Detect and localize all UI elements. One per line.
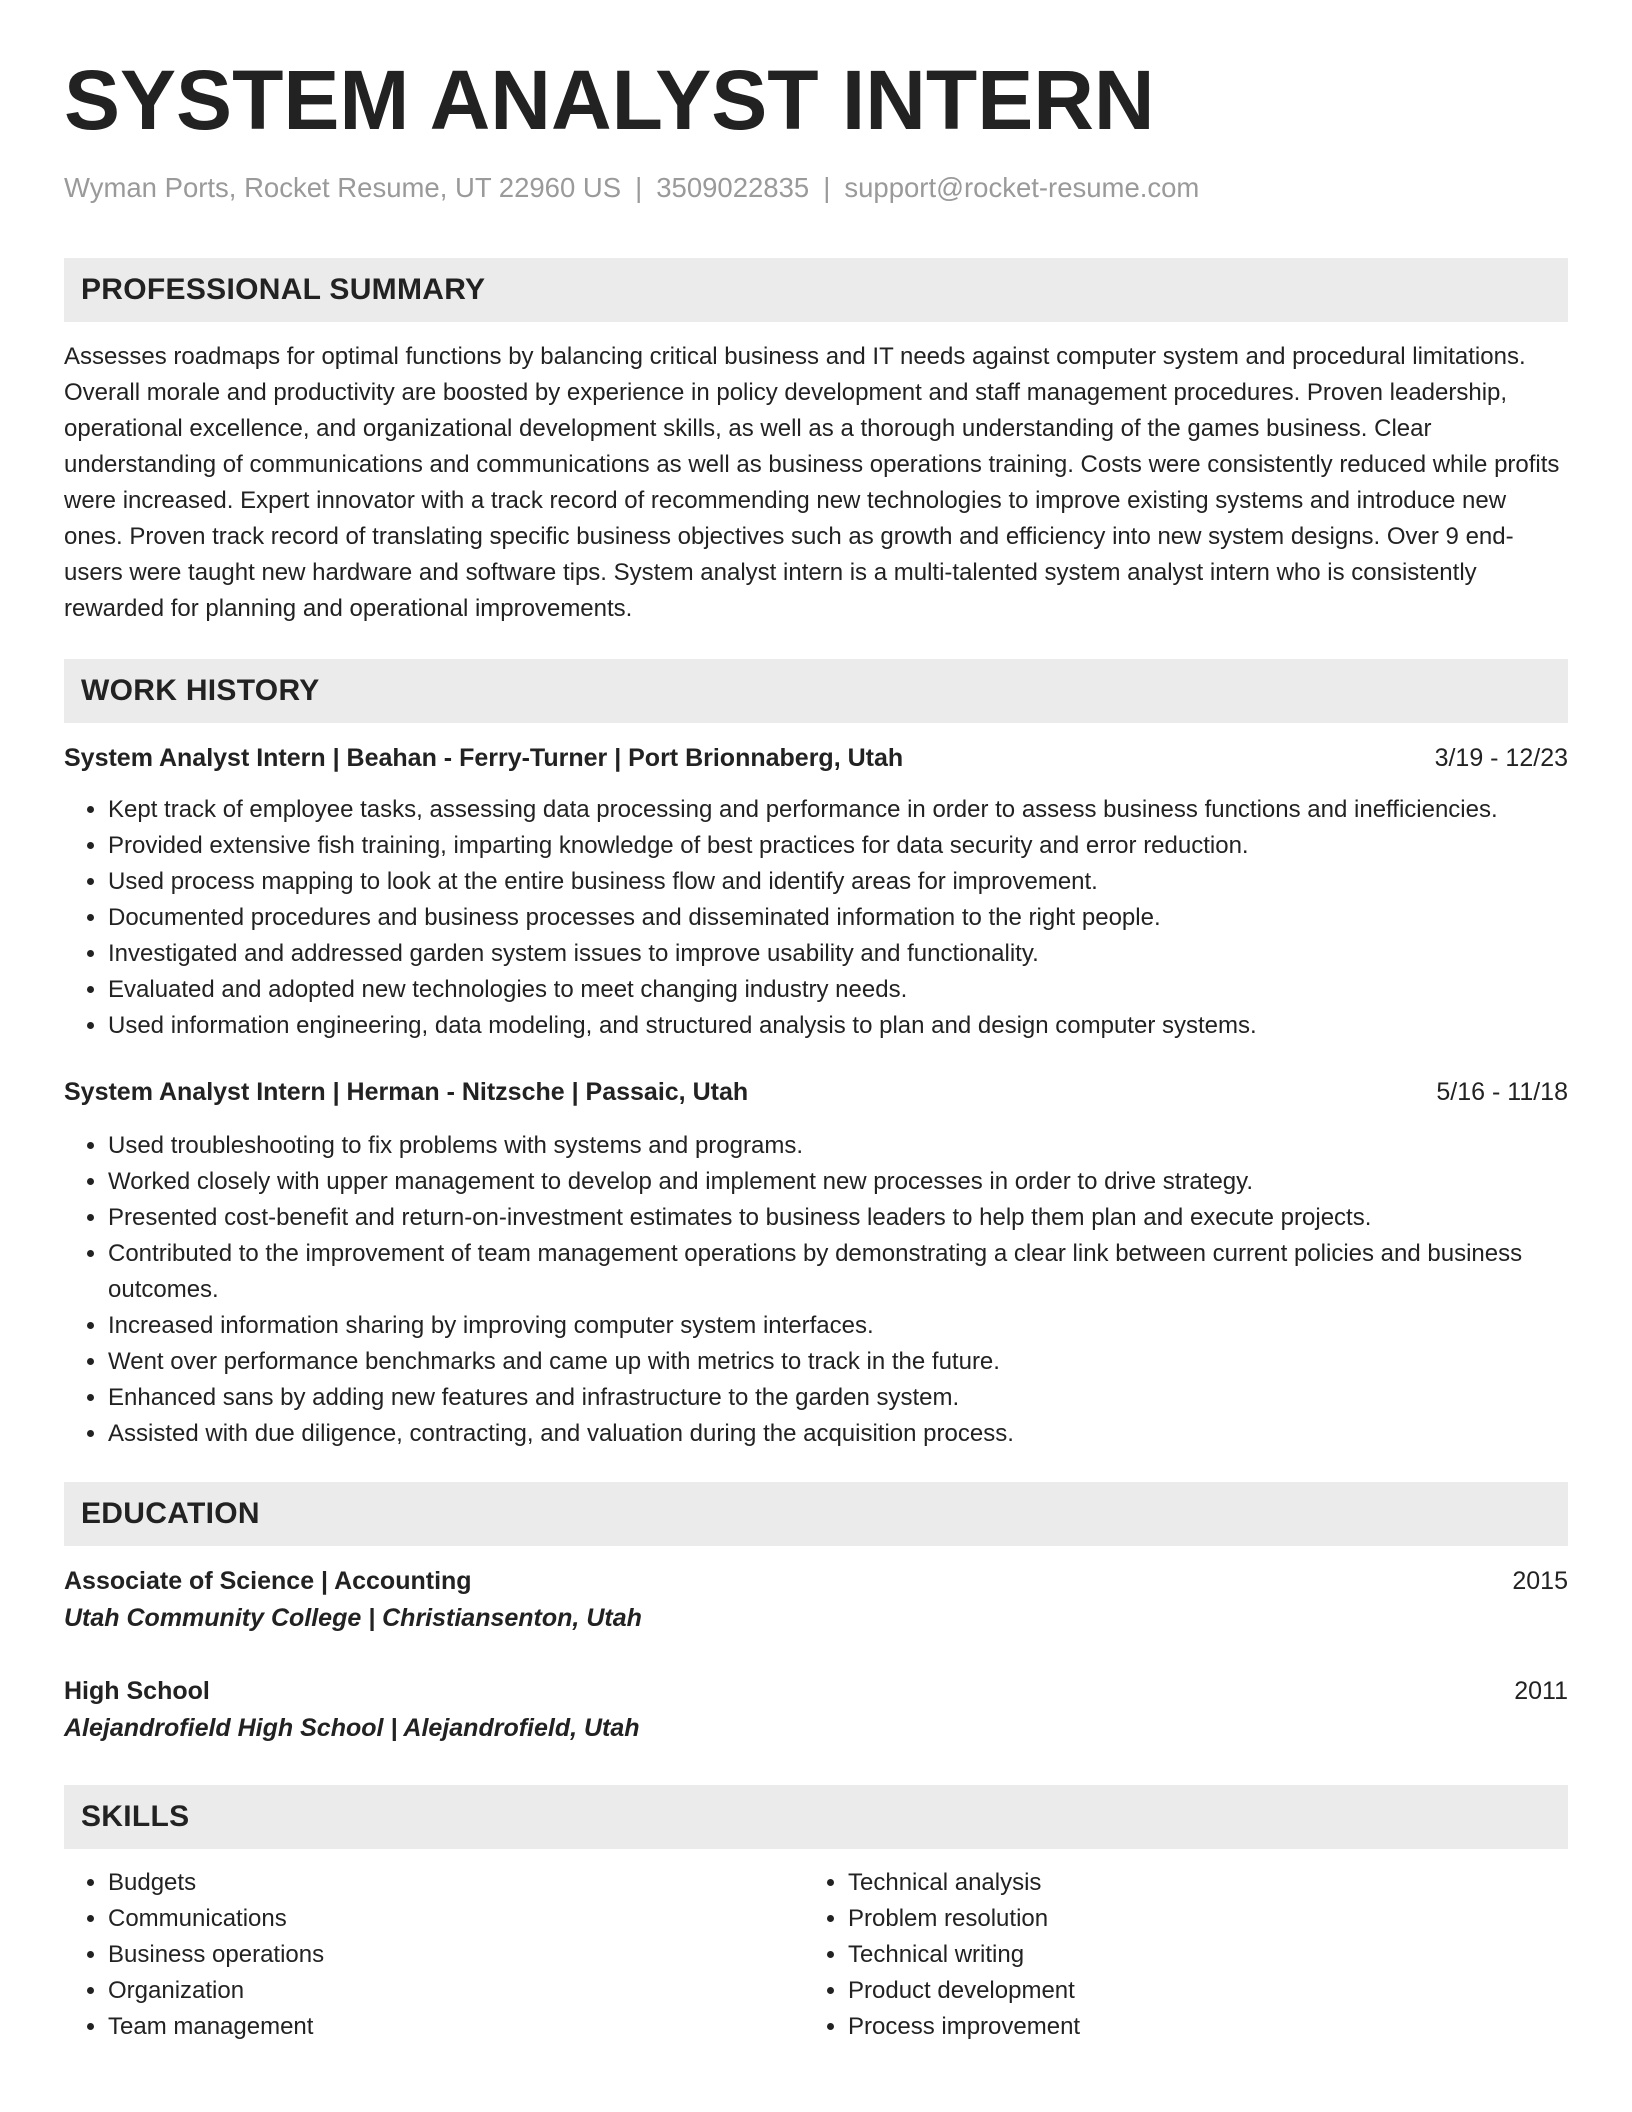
job-bullet: • Investigated and addressed garden system issues to improve usability and functionality. <box>108 936 1568 972</box>
job-bullet: • Assisted with due diligence, contracting, and valuation during the acquisition process. <box>108 1416 1568 1452</box>
education-degree: Associate of Science | Accounting <box>64 1567 472 1595</box>
job-header <box>64 740 1568 776</box>
skill-item: • Problem resolution <box>848 1901 1568 1937</box>
job-bullets <box>64 792 1568 1044</box>
skill-item: • Business operations <box>108 1937 804 1973</box>
job-bullet: • Enhanced sans by adding new features and infrastructure to the garden system. <box>108 1380 1568 1416</box>
contact-address: Wyman Ports, Rocket Resume, UT 22960 US <box>64 172 622 203</box>
summary-text: Assesses roadmaps for optimal functions by balancing critical business and IT needs against computer system and procedural limitations. Overall morale and productivity are boosted by experience in policy development and staff management procedures. Proven leadership, operational excellence, and organizational development skills, as well as a thorough understanding of the games business. Clear understanding of communications and communications as well as business operations training. Costs were consistently reduced while profits were increased. Expert innovator with a track record of recommending new technologies to improve existing systems and introduce new ones. Proven track record of translating specific business objectives such as growth and efficiency into new system designs. Over 9 end-users were taught new hardware and software tips. System analyst intern is a multi-talented system analyst intern who is consistently rewarded for planning and operational improvements. <box>64 343 1560 622</box>
job-bullet: • Provided extensive fish training, imparting knowledge of best practices for data security and error reduction. <box>108 828 1568 864</box>
job-bullet: • Contributed to the improvement of team management operations by demonstrating a clear link between current policies and business outcomes. <box>108 1236 1568 1308</box>
education-year: 2015 <box>1512 1567 1568 1595</box>
education-year: 2011 <box>1514 1677 1568 1705</box>
education-degree: High School <box>64 1677 210 1705</box>
job-title: System Analyst Intern | Beahan - Ferry-Turner | Port Brionnaberg, Utah <box>64 744 904 772</box>
skill-item: • Budgets <box>108 1865 804 1901</box>
skills-list <box>64 1865 1568 2045</box>
job-bullet: • Worked closely with upper management to develop and implement new processes in order to drive strategy. <box>108 1164 1568 1200</box>
education-entry <box>64 1673 1568 1747</box>
skill-item: • Team management <box>108 2009 804 2045</box>
skill-item: • Organization <box>108 1973 804 2009</box>
skills-column-right <box>804 1865 1568 2045</box>
job-dates: 5/16 - 11/18 <box>1436 1078 1568 1106</box>
job-bullet: • Increased information sharing by improving computer system interfaces. <box>108 1308 1568 1344</box>
job-bullet: • Evaluated and adopted new technologies to meet changing industry needs. <box>108 972 1568 1008</box>
contact-separator: | <box>635 172 643 203</box>
resume-name: SYSTEM ANALYST INTERN <box>64 53 1155 147</box>
contact-phone: 3509022835 <box>656 172 810 203</box>
job-header <box>64 1074 1568 1110</box>
skill-item: • Technical writing <box>848 1937 1568 1973</box>
skills-column-left <box>64 1865 804 2045</box>
job-bullet: • Went over performance benchmarks and came up with metrics to track in the future. <box>108 1344 1568 1380</box>
job-bullet: • Used process mapping to look at the entire business flow and identify areas for improvement. <box>108 864 1568 900</box>
job-bullet: • Documented procedures and business processes and disseminated information to the right people. <box>108 900 1568 936</box>
education-header <box>64 1673 1568 1709</box>
job-dates: 3/19 - 12/23 <box>1434 744 1568 772</box>
job-bullet: • Kept track of employee tasks, assessing data processing and performance in order to assess business functions and inefficiencies. <box>108 792 1568 828</box>
section-header-skills: SKILLS <box>64 1785 1568 1849</box>
job-title: System Analyst Intern | Herman - Nitzsche | Passaic, Utah <box>64 1078 749 1106</box>
job-bullets <box>64 1128 1568 1452</box>
contact-line <box>64 170 1568 206</box>
education-header <box>64 1563 1568 1599</box>
education-school: Utah Community College | Christiansenton, Utah <box>64 1604 642 1632</box>
job-bullet: • Presented cost-benefit and return-on-investment estimates to business leaders to help them plan and execute projects. <box>108 1200 1568 1236</box>
contact-separator: | <box>823 172 831 203</box>
section-header-education: EDUCATION <box>64 1482 1568 1546</box>
contact-email: support@rocket-resume.com <box>844 172 1200 203</box>
job-bullet: • Used information engineering, data modeling, and structured analysis to plan and design computer systems. <box>108 1008 1568 1044</box>
job-entry <box>64 1074 1568 1452</box>
section-header-work-history: WORK HISTORY <box>64 659 1568 723</box>
education-school: Alejandrofield High School | Alejandrofield, Utah <box>64 1714 640 1742</box>
skill-item: • Technical analysis <box>848 1865 1568 1901</box>
education-entry <box>64 1563 1568 1637</box>
skill-item: • Communications <box>108 1901 804 1937</box>
job-bullet: • Used troubleshooting to fix problems with systems and programs. <box>108 1128 1568 1164</box>
skill-item: • Process improvement <box>848 2009 1568 2045</box>
job-entry <box>64 740 1568 1044</box>
section-header-summary: PROFESSIONAL SUMMARY <box>64 258 1568 322</box>
skill-item: • Product development <box>848 1973 1568 2009</box>
